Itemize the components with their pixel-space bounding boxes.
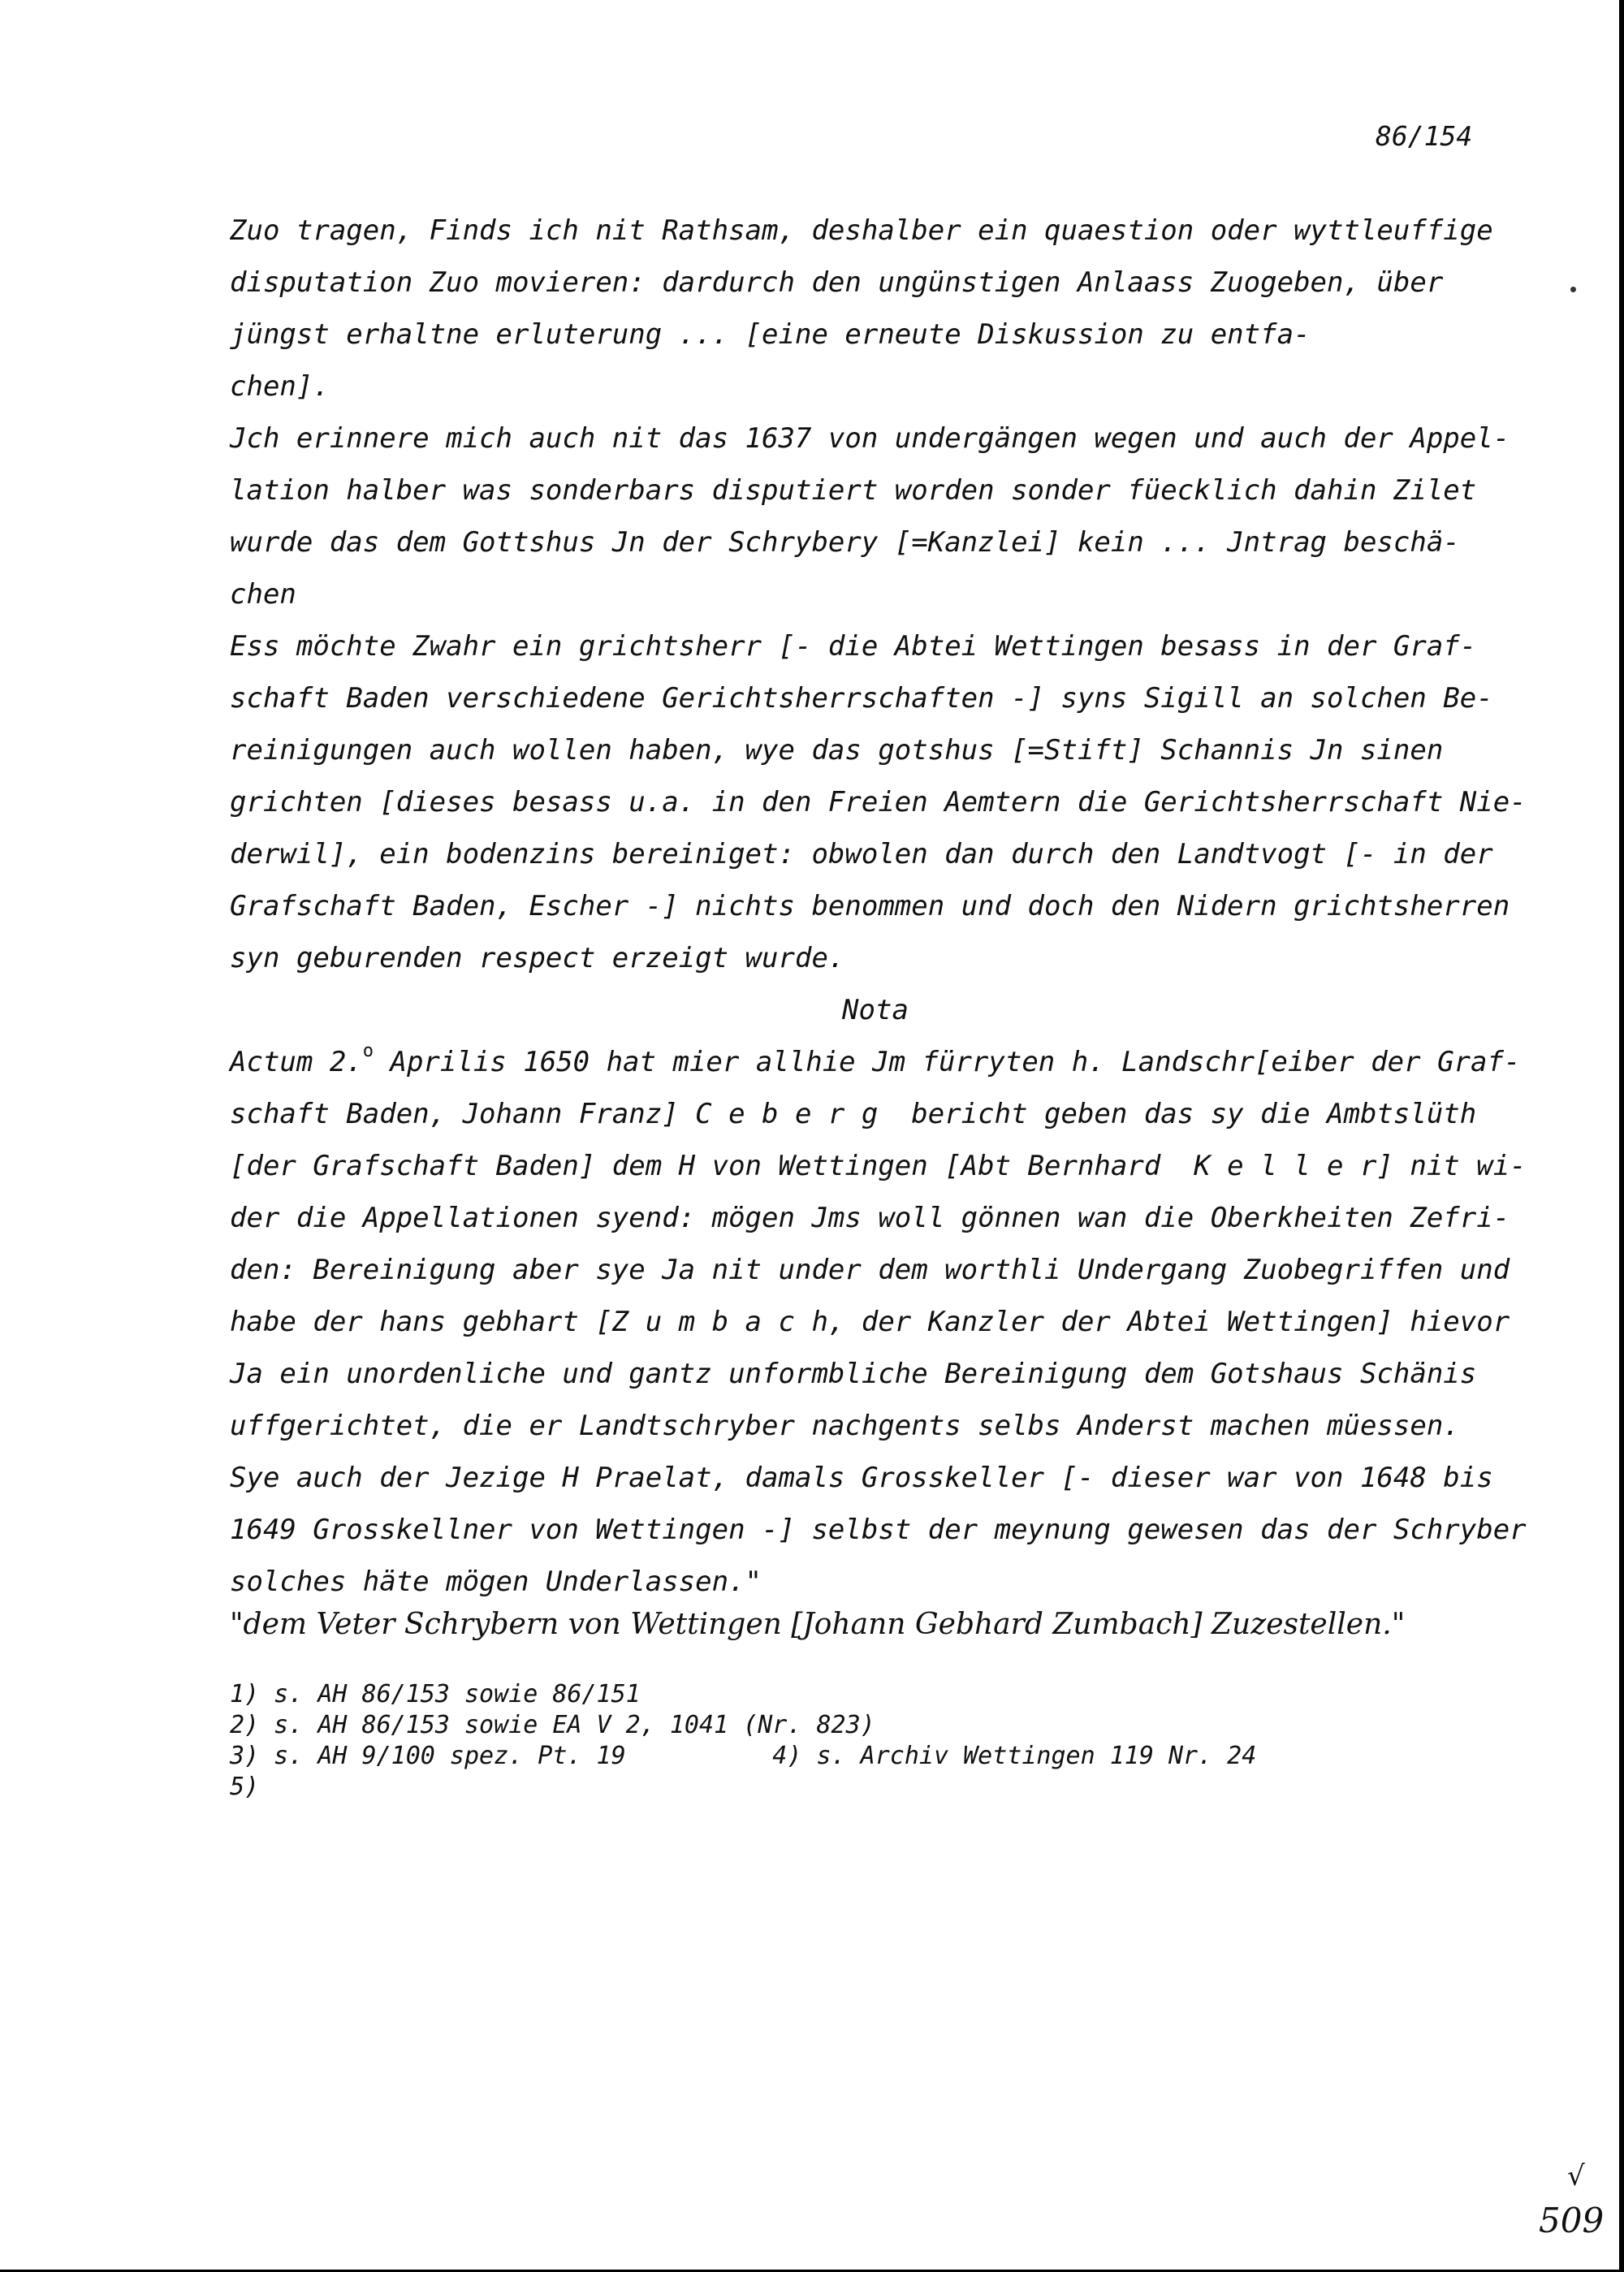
body-line: syn geburenden respect erzeigt wurde.	[230, 942, 845, 974]
body-line: Grafschaft Baden, Escher -] nichts benommen und doch den Nidern grichtsherren	[230, 890, 1510, 922]
body-line: Zuo tragen, Finds ich nit Rathsam, deshalber ein quaestion oder wyttleuffige	[230, 214, 1493, 247]
footnote: 2) s. AH 86/153 sowie EA V 2, 1041 (Nr. 823)	[230, 1711, 875, 1739]
nota-line: 1649 Grosskellner von Wettingen -] selbst der meynung gewesen das der Schryber	[230, 1514, 1527, 1546]
scan-edge-right	[1619, 0, 1624, 2272]
actum-rest: Aprilis 1650 hat mier allhie Jm fürryten h. Landschr[eiber der Graf-	[374, 1046, 1521, 1078]
nota-line: schaft Baden, Johann Franz] C e b e r g bericht geben das sy die Ambtslüth	[230, 1098, 1477, 1130]
body-line: chen	[230, 578, 296, 611]
page-number: 86/154	[1376, 120, 1473, 152]
footnote: 5)	[230, 1773, 260, 1801]
nota-line: der die Appellationen syend: mögen Jms woll gönnen wan die Oberkheiten Zefri-	[230, 1202, 1510, 1234]
body-line: Ess möchte Zwahr ein grichtsherr [- die Abtei Wettingen besass in der Graf-	[230, 630, 1477, 663]
nota-line: uffgerichtet, die er Landtschryber nachgents selbs Anderst machen müessen.	[230, 1410, 1460, 1442]
nota-heading: Nota	[842, 994, 909, 1026]
actum-superscript: o	[362, 1041, 374, 1061]
nota-line: den: Bereinigung aber sye Ja nit under dem worthli Undergang Zuobegriffen und	[230, 1254, 1510, 1286]
transcription-body	[230, 205, 1527, 1608]
nota-line: Sye auch der Jezige H Praelat, damals Grosskeller [- dieser war von 1648 bis	[230, 1462, 1493, 1494]
footnotes	[230, 1679, 1529, 1803]
ink-speck	[1570, 287, 1576, 292]
footnote: 1) s. AH 86/153 sowie 86/151	[230, 1680, 641, 1708]
nota-line: Ja ein unordenliche und gantz unformbliche Bereinigung dem Gotshaus Schänis	[230, 1358, 1477, 1390]
body-line: disputation Zuo movieren: dardurch den ungünstigen Anlaass Zuogeben, über	[230, 266, 1444, 299]
body-line: jüngst erhaltne erluterung ... [eine erneute Diskussion zu entfa-	[230, 318, 1311, 351]
body-line: reinigungen auch wollen haben, wye das gotshus [=Stift] Schannis Jn sinen	[230, 734, 1444, 767]
nota-line: solches häte mögen Underlassen."	[230, 1566, 762, 1598]
body-line: grichten [dieses besass u.a. in den Freien Aemtern die Gerichtsherrschaft Nie-	[230, 786, 1527, 819]
body-line: chen].	[230, 370, 330, 403]
footnote: 3) s. AH 9/100 spez. Pt. 19 4) s. Archiv Wettingen 119 Nr. 24	[230, 1742, 1257, 1770]
body-line: Jch erinnere mich auch nit das 1637 von undergängen wegen und auch der Appel-	[230, 422, 1510, 455]
nota-line: habe der hans gebhart [Z u m b a c h, der Kanzler der Abtei Wettingen] hievor	[230, 1306, 1510, 1338]
nota-line: [der Grafschaft Baden] dem H von Wettingen [Abt Bernhard K e l l e r] nit wi-	[230, 1150, 1527, 1182]
closing-line: "dem Veter Schrybern von Wettingen [Johann Gebhard Zumbach] Zuzestellen."	[230, 1608, 1406, 1641]
body-line: schaft Baden verschiedene Gerichtsherrschaften -] syns Sigill an solchen Be-	[230, 682, 1493, 715]
actum-prefix: Actum 2.	[230, 1046, 363, 1078]
check-mark: √	[1567, 2160, 1585, 2192]
body-line: derwil], ein bodenzins bereiniget: obwolen dan durch den Landtvogt [- in der	[230, 838, 1493, 870]
folio-mark: 509	[1539, 2201, 1605, 2240]
actum-line	[230, 1036, 1521, 1088]
body-line: lation halber was sonderbars disputiert worden sonder füecklich dahin Zilet	[230, 474, 1477, 507]
body-line: wurde das dem Gottshus Jn der Schrybery [=Kanzlei] kein ... Jntrag beschä-	[230, 526, 1460, 559]
